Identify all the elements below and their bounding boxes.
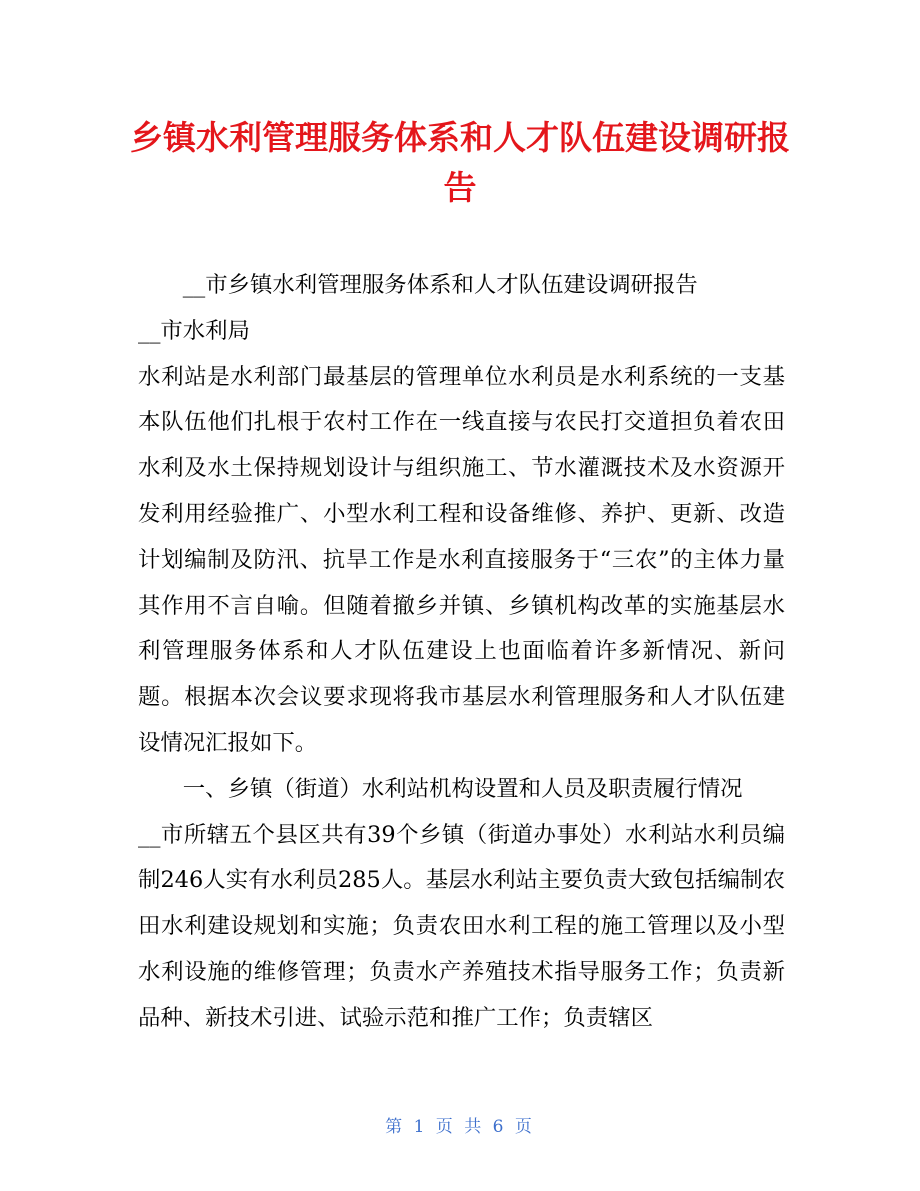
document-title: 乡镇水利管理服务体系和人才队伍建设调研报告	[130, 118, 790, 207]
body-paragraph-intro: 水利站是水利部门最基层的管理单位水利员是水利系统的一支基本队伍他们扎根于农村工作在一线直接与农民打交道担负着农田水利及水土保持规划设计与组织施工、节水灌溉技术及水资源开发利用经验推广、小型水利工程和设备维修、养护、更新、改造计划编制及防汛、抗旱工作是水利直接服务于“三农”的主体力量其作用不言自喻。但随着撤乡并镇、乡镇机构改革的实施基层水利管理服务体系和人才队伍建设上也面临着许多新情况、新问题。根据本次会议要求现将我市基层水利管理服务和人才队伍建设情况汇报如下。	[138, 363, 785, 756]
section-heading-1: 一、乡镇（街道）水利站机构设置和人员及职责履行情况	[182, 775, 743, 802]
document-author: __市水利局	[138, 317, 250, 344]
page-number-footer	[0, 1112, 920, 1137]
document-body	[138, 263, 785, 1042]
document-subtitle: __市乡镇水利管理服务体系和人才队伍建设调研报告	[182, 272, 698, 298]
body-paragraph-section-1: __市所辖五个县区共有39个乡镇（街道办事处）水利站水利员编制246人实有水利员285人。基层水利站主要负责大致包括编制农田水利建设规划和实施；负责农田水利工程的施工管理以及小型水利设施的维修管理；负责水产养殖技术指导服务工作；负责新品种、新技术引进、试验示范和推广工作；负责辖区	[138, 821, 785, 1031]
page-number-label: 第 1 页 共 6 页	[385, 1117, 535, 1137]
